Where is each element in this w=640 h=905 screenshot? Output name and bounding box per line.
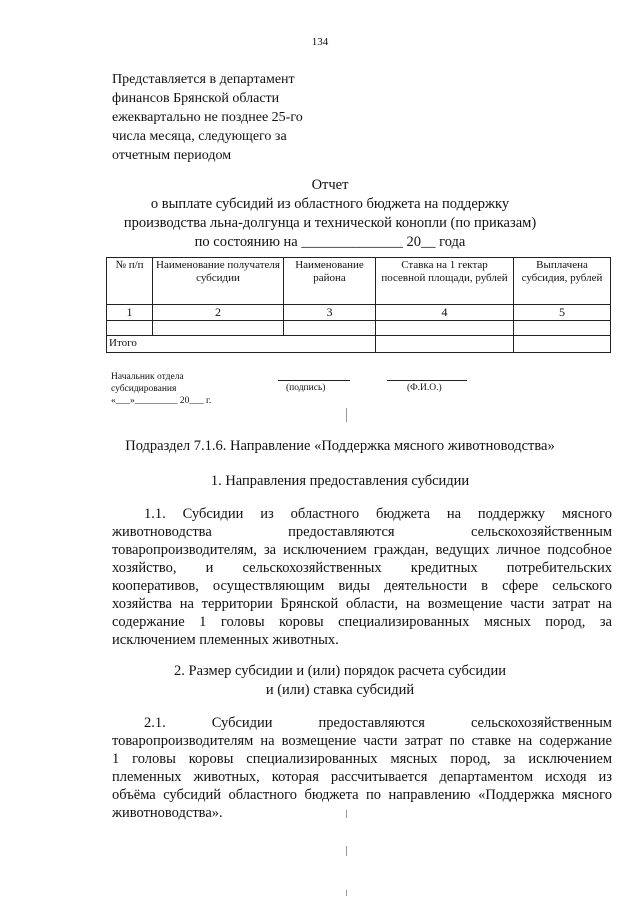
header-cell: Выплачена субсидия, рублей — [514, 258, 611, 305]
column-number: 5 — [514, 305, 611, 321]
column-number: 3 — [284, 305, 376, 321]
report-date-line: по состоянию на ______________ 20__ года — [194, 234, 466, 250]
signer-role: субсидирования — [111, 384, 177, 394]
column-number: 1 — [107, 305, 153, 321]
note-line: финансов Брянской области — [112, 91, 280, 106]
header-cell: Ставка на 1 гектар посевной площади, рублей — [376, 258, 514, 305]
text-line: содержание 1 головы коровы специализированных мясных пород, за — [112, 614, 612, 630]
section-heading — [60, 662, 620, 700]
section-heading: 1. Направления предоставления субсидии — [210, 473, 470, 489]
scan-artifact — [346, 408, 347, 422]
table-cell — [153, 321, 284, 336]
report-title-block — [60, 176, 600, 252]
scan-artifact — [346, 810, 347, 818]
report-subtitle-line: о выплате субсидий из областного бюджета на поддержку — [150, 196, 510, 212]
text-line: 1.1. Субсидии из областного бюджета на поддержку мясного — [144, 506, 612, 522]
signature-line — [278, 380, 350, 381]
table-cell — [514, 321, 611, 336]
scan-artifact — [346, 890, 347, 896]
text-line: объёма субсидий областного бюджета по направлению «Поддержка мясного — [112, 787, 612, 803]
signature-date: «___»_________ 20___ г. — [111, 396, 212, 406]
table-cell — [284, 321, 376, 336]
note-line: ежеквартально не позднее 25-го — [112, 110, 303, 125]
subsection-title: Подраздел 7.1.6. Направление «Поддержка мясного животноводства» — [125, 438, 555, 454]
table-cell — [376, 321, 514, 336]
total-label: Итого — [107, 336, 376, 353]
text-line: хозяйство, и сельскохозяйственных кредитных потребительских — [112, 560, 612, 576]
table-cell — [514, 336, 611, 353]
report-title: Отчет — [311, 177, 349, 193]
note-line: Представляется в департамент — [112, 72, 295, 87]
header-cell: Наименование получателя субсидии — [153, 258, 284, 305]
section-heading-line: 2. Размер субсидии и (или) порядок расчета субсидии — [174, 663, 506, 679]
name-label: (Ф.И.О.) — [407, 383, 442, 393]
column-number: 4 — [376, 305, 514, 321]
text-line: хозяйства на территории Брянской области, на возмещение части затрат на — [112, 596, 612, 612]
paragraph-2-1 — [112, 714, 612, 822]
text-line: исключением племенных животных. — [112, 632, 339, 648]
report-subtitle-line: производства льна-долгунца и технической конопли (по приказам) — [123, 215, 537, 231]
text-line: животноводства предоставляются сельскохозяйственным — [112, 524, 612, 540]
text-line: племенных животных, которая рассчитывается департаментом исходя из — [112, 769, 612, 785]
report-table — [106, 257, 611, 353]
text-line: животноводства». — [112, 805, 223, 821]
text-line: 1 головы коровы специализированных мясных пород, за исключением — [112, 751, 612, 767]
text-line: товаропроизводителям на возмещение части затрат по ставке на содержание — [112, 733, 612, 749]
header-cell: Наименование района — [284, 258, 376, 305]
text-line: кооперативов, осуществляющим виды деятельности в сфере сельского — [112, 578, 612, 594]
scan-artifact — [346, 846, 347, 856]
table-cell — [376, 336, 514, 353]
section-heading-line: и (или) ставка субсидий — [265, 682, 415, 698]
table-cell — [107, 321, 153, 336]
text-line: товаропроизводителям, за исключением граждан, ведущих личное подсобное — [112, 542, 612, 558]
note-line: отчетным периодом — [112, 148, 232, 163]
page-number: 134 — [311, 36, 329, 48]
column-number: 2 — [153, 305, 284, 321]
submission-note — [112, 70, 352, 165]
text-line: 2.1. Субсидии предоставляются сельскохозяйственным — [144, 715, 612, 731]
header-cell: № п/п — [107, 258, 153, 305]
signature-label: (подпись) — [286, 383, 326, 393]
name-line — [387, 380, 467, 381]
paragraph-1-1 — [112, 505, 612, 649]
note-line: числа месяца, следующего за — [112, 129, 287, 144]
signer-role: Начальник отдела — [111, 372, 184, 382]
